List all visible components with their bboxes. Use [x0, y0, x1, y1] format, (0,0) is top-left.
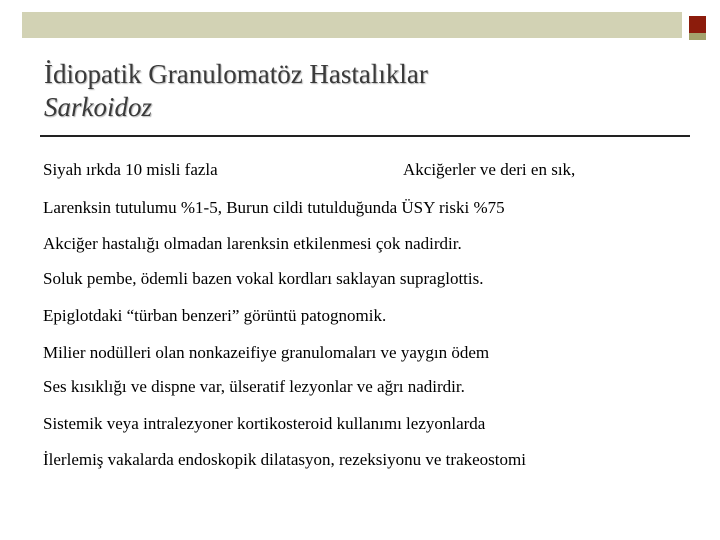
title-line-2: Sarkoidoz: [44, 92, 152, 122]
body-line-7: Ses kısıklığı ve dispne var, ülseratif lezyonlar ve ağrı nadirdir.: [43, 377, 465, 396]
body-line-2: Larenksin tutulumu %1-5, Burun cildi tutulduğunda ÜSY riski %75: [43, 198, 505, 217]
top-decorative-bar: [22, 12, 682, 38]
body-line-3: Akciğer hastalığı olmadan larenksin etkilenmesi çok nadirdir.: [43, 234, 462, 253]
body-line-1-right: Akciğerler ve deri en sık,: [403, 160, 576, 179]
slide-title: [44, 58, 428, 124]
body-line-5: Epiglotdaki “türban benzeri” görüntü patognomik.: [43, 306, 387, 325]
body-line-1: [43, 160, 576, 180]
title-divider: [40, 135, 690, 137]
body-line-6: Milier nodülleri olan nonkazeifiye granulomaları ve yaygın ödem: [43, 343, 490, 362]
body-line-4: Soluk pembe, ödemli bazen vokal kordları saklayan supraglottis.: [43, 269, 484, 288]
body-line-9: İlerlemiş vakalarda endoskopik dilatasyon, rezeksiyonu ve trakeostomi: [43, 450, 526, 469]
title-line-1: İdiopatik Granulomatöz Hastalıklar: [44, 59, 428, 89]
decorative-square-red: [689, 16, 706, 33]
body-line-1-left: Siyah ırkda 10 misli fazla: [43, 160, 218, 179]
decorative-square-olive: [689, 33, 706, 40]
body-line-8: Sistemik veya intralezyoner kortikosteroid kullanımı lezyonlarda: [43, 414, 486, 433]
